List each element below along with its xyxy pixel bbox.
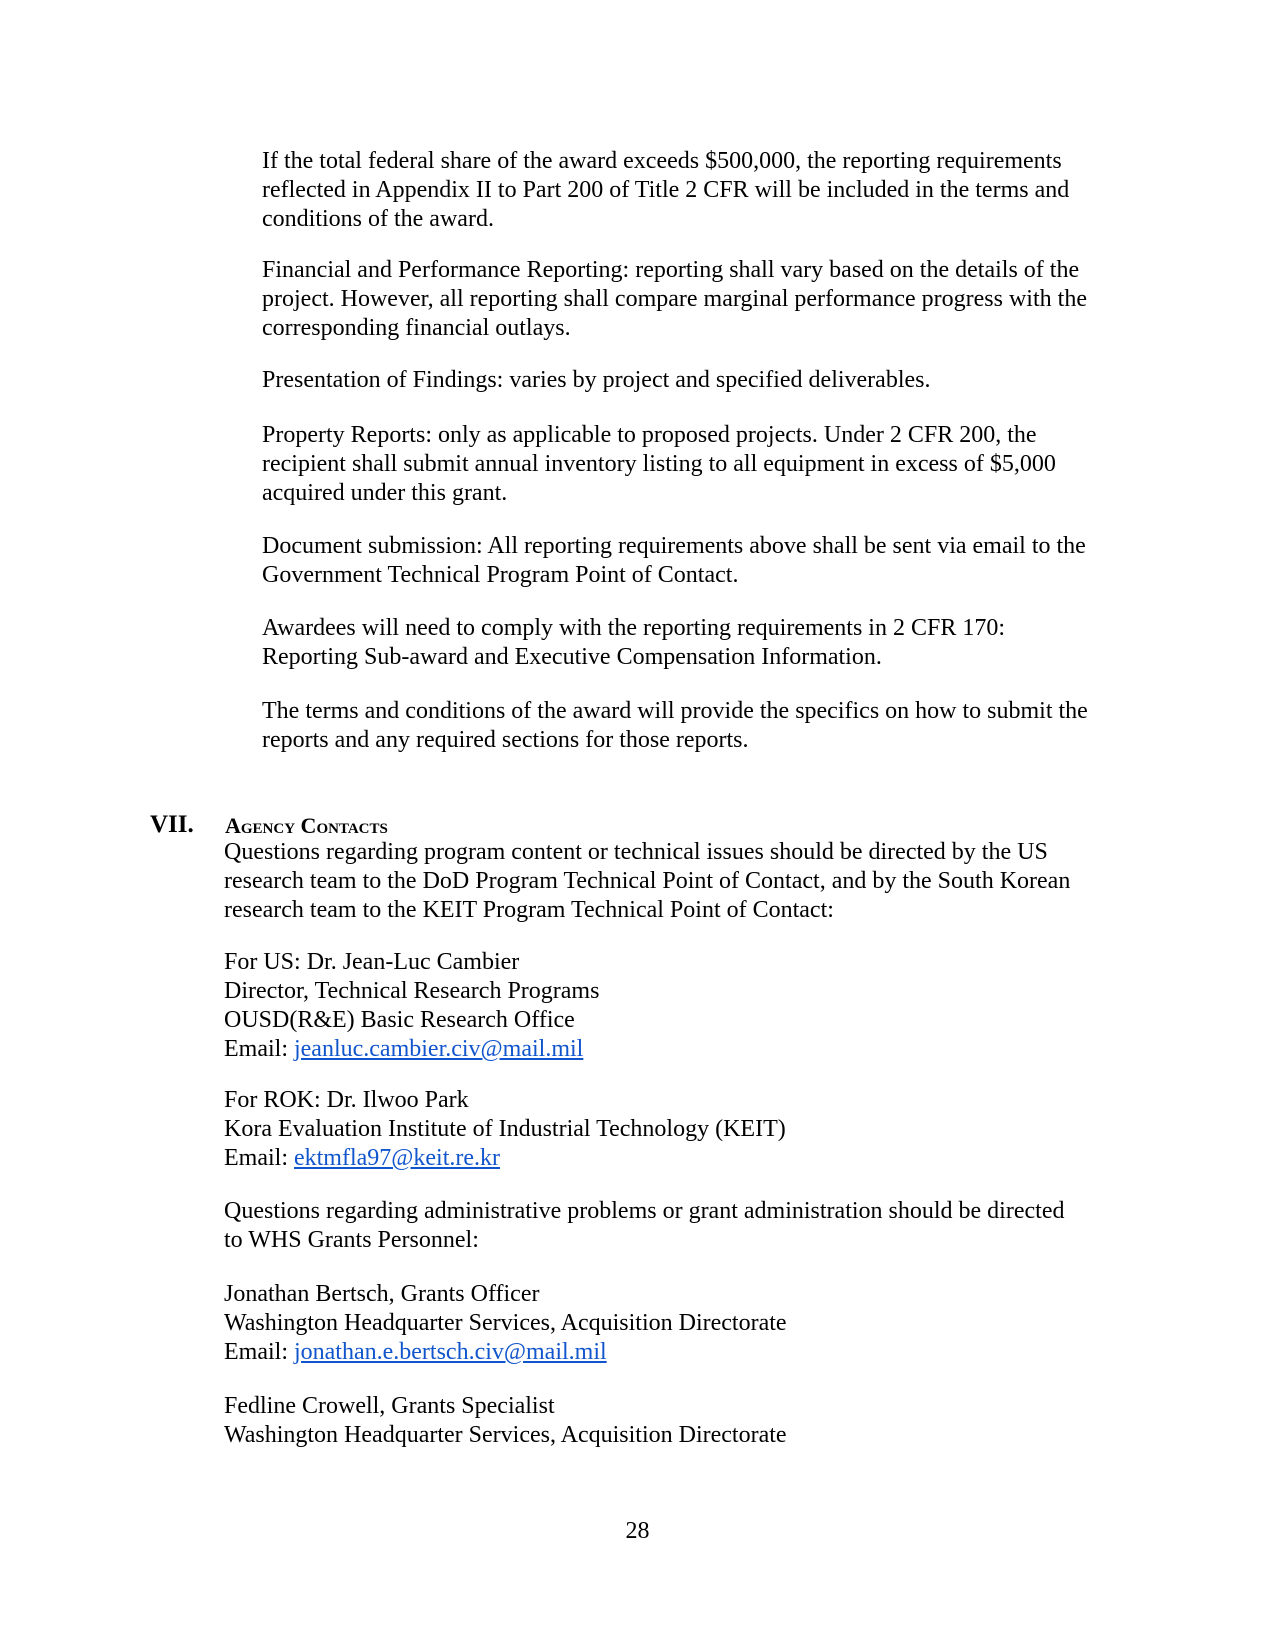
paragraph-text: If the total federal share of the award exceeds $500,000, the reporting requirements reflected in Appendix II to Part 200 of Title 2 CFR will be included in the terms and conditions of the award. (262, 148, 1070, 232)
contact-rok (224, 1086, 1124, 1173)
paragraph-terms-conditions (262, 697, 1142, 755)
contact-grants-officer-email-line (224, 1338, 1124, 1367)
contact-us-email-line (224, 1035, 1124, 1064)
contact-us-details: For US: Dr. Jean-Luc Cambier Director, Technical Research Programs OUSD(R&E) Basic Research Office (224, 949, 600, 1033)
admin-intro (224, 1197, 1124, 1255)
contact-rok-details: For ROK: Dr. Ilwoo Park Kora Evaluation Institute of Industrial Technology (KEIT) (224, 1087, 786, 1142)
paragraph-document-submission (262, 532, 1142, 590)
email-label: Email: (224, 1339, 294, 1365)
paragraph-federal-share (262, 147, 1142, 234)
section-intro (224, 838, 1124, 925)
paragraph-text: Awardees will need to comply with the reporting requirements in 2 CFR 170: Reporting Sub-award and Executive Compensation Information. (262, 615, 1005, 670)
admin-intro-text: Questions regarding administrative problems or grant administration should be directed to WHS Grants Personnel: (224, 1198, 1065, 1253)
paragraph-property-reports (262, 421, 1142, 508)
contact-grants-officer-email-link[interactable]: jonathan.e.bertsch.civ@mail.mil (293, 1339, 607, 1365)
paragraph-awardees-compliance (262, 614, 1142, 672)
paragraph-text: Financial and Performance Reporting: reporting shall vary based on the details of the project. However, all reporting shall compare marginal performance progress with the corresponding financial outlays. (262, 257, 1087, 341)
paragraph-findings (262, 366, 1142, 395)
section-number: VII. (150, 811, 194, 838)
email-label: Email: (224, 1036, 294, 1062)
paragraph-text: Presentation of Findings: varies by project and specified deliverables. (262, 367, 931, 393)
paragraph-text: Document submission: All reporting requirements above shall be sent via email to the Government Technical Program Point of Contact. (262, 533, 1086, 588)
paragraph-financial-reporting (262, 256, 1142, 343)
paragraph-text: The terms and conditions of the award will provide the specifics on how to submit the reports and any required sections for those reports. (262, 698, 1088, 753)
contact-grants-officer (224, 1280, 1124, 1367)
contact-grants-officer-details: Jonathan Bertsch, Grants Officer Washington Headquarter Services, Acquisition Directorate (224, 1281, 787, 1336)
section-title: Agency Contacts (225, 813, 388, 838)
contact-grants-specialist-details: Fedline Crowell, Grants Specialist Washington Headquarter Services, Acquisition Directorate (224, 1393, 787, 1448)
contact-rok-email-line (224, 1144, 1124, 1173)
email-label: Email: (224, 1145, 294, 1171)
contact-rok-email-link[interactable]: ektmfla97@keit.re.kr (293, 1145, 501, 1171)
page-number: 28 (625, 1518, 650, 1544)
section-intro-text: Questions regarding program content or technical issues should be directed by the US research team to the DoD Program Technical Point of Contact, and by the South Korean research team to the KEIT Program Technical Point of Contact: (224, 839, 1071, 923)
contact-us (224, 948, 1124, 1064)
contact-grants-specialist (224, 1392, 1124, 1450)
paragraph-text: Property Reports: only as applicable to proposed projects. Under 2 CFR 200, the recipient shall submit annual inventory listing to all equipment in excess of $5,000 acquired under this grant. (262, 422, 1056, 506)
contact-us-email-link[interactable]: jeanluc.cambier.civ@mail.mil (293, 1036, 584, 1062)
